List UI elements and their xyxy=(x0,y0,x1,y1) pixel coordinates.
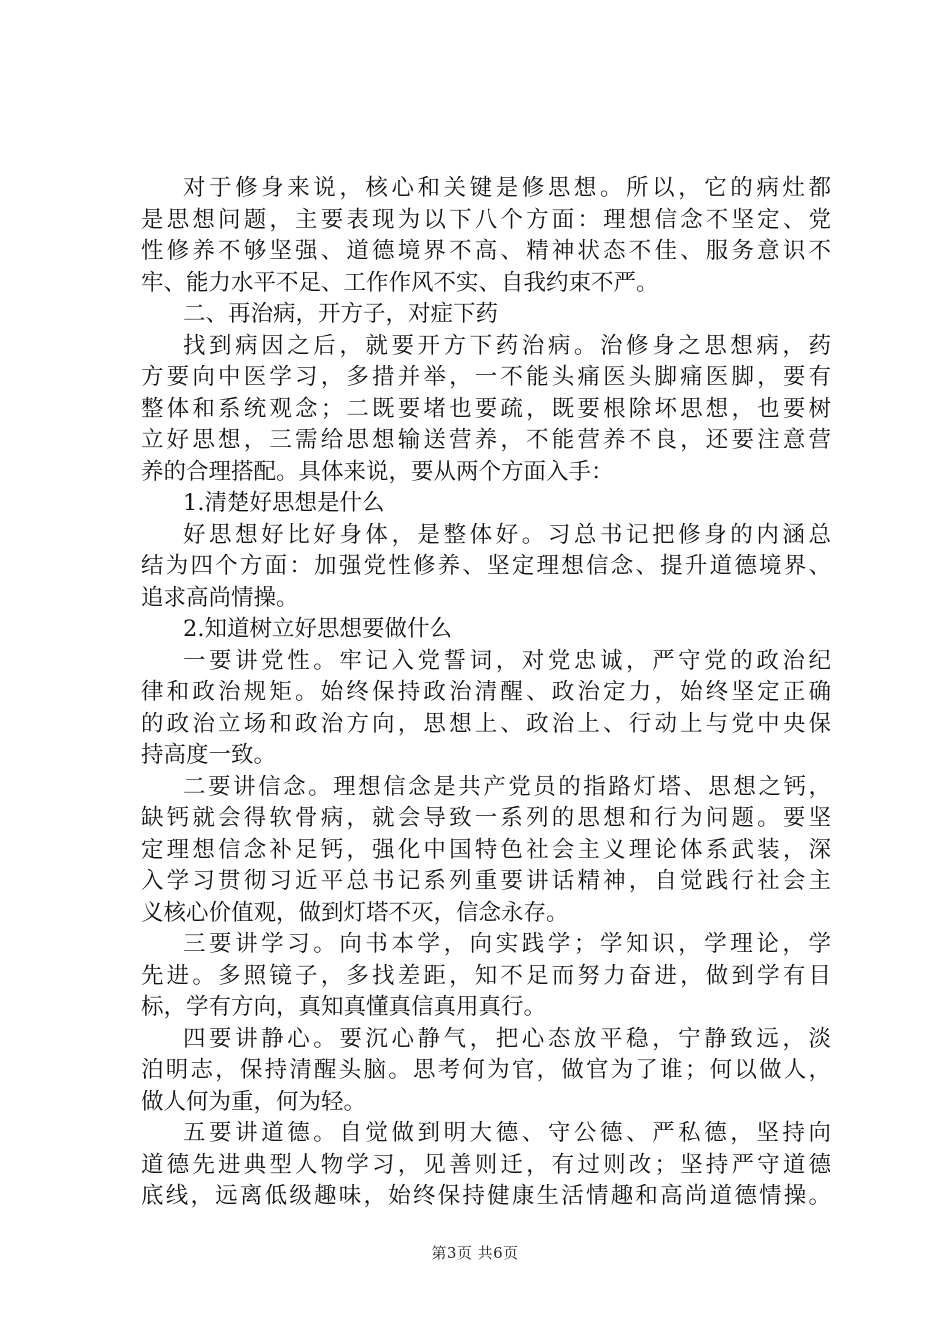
text-line: 牢、能力水平不足、工作作风不实、自我约束不严。 xyxy=(141,269,659,296)
text-line: 对于修身来说，核心和关键是修思想。所以，它的病灶都 xyxy=(183,175,831,201)
text-line: 律和政治规矩。始终保持政治清醒、政治定力，始终坚定正确 xyxy=(141,679,831,705)
text-line: 先进。多照镜子，多找差距，知不足而努力奋进，做到学有目 xyxy=(141,962,831,989)
text-line: 缺钙就会得软骨病，就会导致一系列的思想和行为问题。要坚 xyxy=(141,805,831,831)
text-line: 三要讲学习。向书本学，向实践学；学知识，学理论，学 xyxy=(183,931,831,957)
text-line: 四要讲静心。要沉心静气，把心态放平稳，宁静致远，淡 xyxy=(183,1025,831,1052)
text-line: 义核心价值观，做到灯塔不灭，信念永存。 xyxy=(141,899,569,926)
text-line: 性修养不够坚强、道德境界不高、精神状态不佳、服务意识不 xyxy=(141,238,831,264)
text-line: 五要讲道德。自觉做到明大德、守公德、严私德，坚持向 xyxy=(183,1120,831,1146)
text-line: 底线，远离低级趣味，始终保持健康生活情趣和高尚道德情操。 xyxy=(141,1183,831,1209)
text-line: 做人何为重，何为轻。 xyxy=(141,1088,367,1115)
text-line: 定理想信念补足钙，强化中国特色社会主义理论体系武装，深 xyxy=(141,836,831,863)
text-line: 整体和系统观念；二既要堵也要疏，既要根除坏思想，也要树 xyxy=(141,395,831,422)
text-line: 的政治立场和政治方向，思想上、政治上、行动上与党中央保 xyxy=(141,710,831,737)
text-line: 1.清楚好思想是什么 xyxy=(183,490,385,516)
text-line: 二要讲信念。理想信念是共产党员的指路灯塔、思想之钙， xyxy=(183,773,831,800)
text-line: 立好思想，三需给思想输送营养，不能营养不良，还要注意营 xyxy=(141,427,831,453)
document-body xyxy=(141,173,831,1213)
text-line: 2.知道树立好思想要做什么 xyxy=(183,616,452,642)
text-line: 好思想好比好身体，是整体好。习总书记把修身的内涵总 xyxy=(183,521,831,548)
text-line: 结为四个方面：加强党性修养、坚定理想信念、提升道德境界、 xyxy=(141,553,831,579)
text-line: 是思想问题，主要表现为以下八个方面：理想信念不坚定、党 xyxy=(141,206,831,233)
text-line: 一要讲党性。牢记入党誓词，对党忠诚，严守党的政治纪 xyxy=(183,647,831,674)
text-line: 二、再治病，开方子，对症下药 xyxy=(183,301,499,327)
text-line: 道德先进典型人物学习，见善则迁，有过则改；坚持严守道德 xyxy=(141,1151,831,1178)
text-line: 找到病因之后，就要开方下药治病。治修身之思想病，药 xyxy=(183,332,831,359)
text-line: 泊明志，保持清醒头脑。思考何为官，做官为了谁；何以做人， xyxy=(141,1057,831,1083)
page-footer: 第3页 共6页 xyxy=(431,1244,519,1262)
text-line: 方要向中医学习，多措并举，一不能头痛医头脚痛医脚，要有 xyxy=(141,364,831,390)
text-line: 持高度一致。 xyxy=(141,742,277,768)
text-line: 养的合理搭配。具体来说，要从两个方面入手： xyxy=(141,458,614,485)
text-line: 标，学有方向，真知真懂真信真用真行。 xyxy=(141,994,547,1020)
text-line: 追求高尚情操。 xyxy=(141,584,299,611)
text-line: 入学习贯彻习近平总书记系列重要讲话精神，自觉践行社会主 xyxy=(141,868,831,894)
